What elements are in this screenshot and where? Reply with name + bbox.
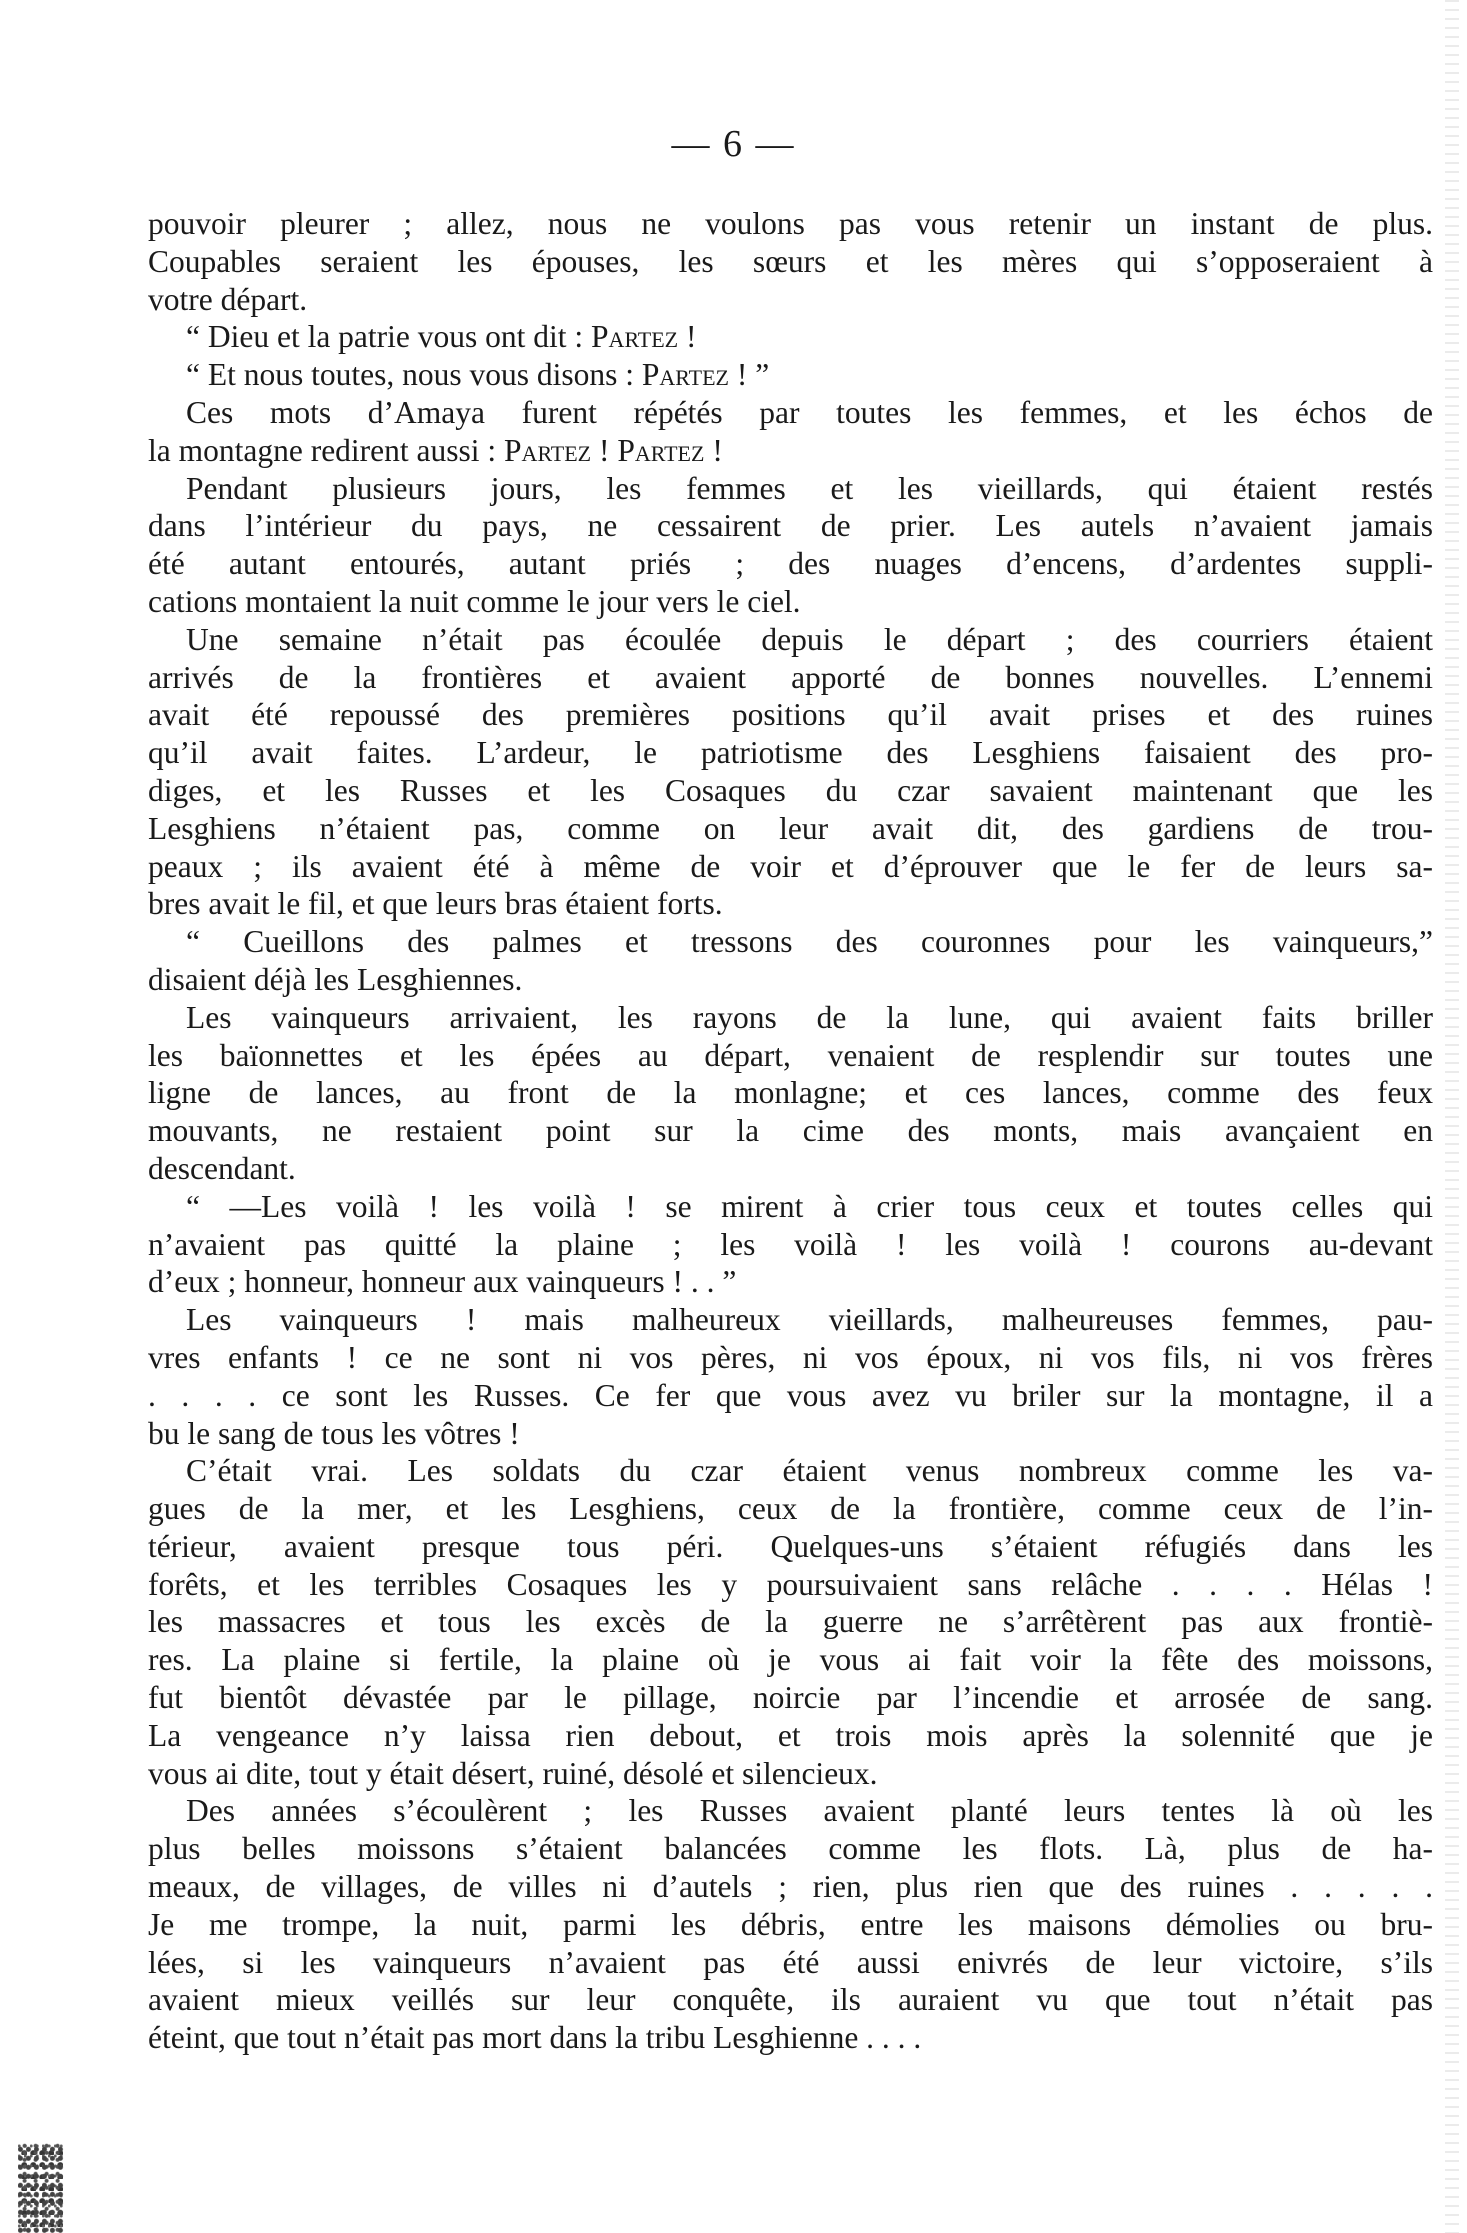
text-line: bu le sang de tous les vôtres ! xyxy=(148,1415,520,1451)
text-line: vres enfants ! ce ne sont ni vos pères, ni vos époux, ni vos fils, ni vos frères xyxy=(148,1339,1433,1375)
text-line: Je me trompe, la nuit, parmi les débris, entre les maisons démolies ou bru- xyxy=(148,1906,1433,1942)
text-line: ligne de lances, au front de la monlagne; et ces lances, comme des feux xyxy=(148,1075,1433,1111)
text-line: “ Et nous toutes, nous vous disons : Partez ! ” xyxy=(186,357,770,393)
text-line: Coupables seraient les épouses, les sœurs et les mères qui s’opposeraient à xyxy=(148,243,1433,279)
text-line: Des années s’écoulèrent ; les Russes avaient planté leurs tentes là où les xyxy=(186,1793,1433,1829)
text-line: Les vainqueurs ! mais malheureux vieillards, malheureuses femmes, pau- xyxy=(186,1302,1433,1338)
text-line: cations montaient la nuit comme le jour vers le ciel. xyxy=(148,583,801,619)
text-line: plus belles moissons s’étaient balancées comme les flots. Là, plus de ha- xyxy=(148,1831,1433,1867)
text-line: diges, et les Russes et les Cosaques du czar savaient maintenant que les xyxy=(148,772,1433,808)
page-edge-shadow xyxy=(1445,0,1459,2233)
text-line: les massacres et tous les excès de la guerre ne s’arrêtèrent pas aux frontiè- xyxy=(148,1604,1433,1640)
text-line: la montagne redirent aussi : Partez ! Partez ! xyxy=(148,432,723,468)
text-line: éteint, que tout n’était pas mort dans la tribu Lesghienne . . . . xyxy=(148,2020,922,2056)
small-caps-word: Partez xyxy=(591,319,679,355)
text-line: res. La plaine si fertile, la plaine où je vous ai fait voir la fête des moissons, xyxy=(148,1642,1433,1678)
text-line: n’avaient pas quitté la plaine ; les voilà ! les voilà ! courons au-devant xyxy=(148,1226,1433,1262)
text-line: forêts, et les terribles Cosaques les y poursuivaient sans relâche . . . . Hélas ! xyxy=(148,1566,1433,1602)
text-line: arrivés de la frontières et avaient apporté de bonnes nouvelles. L’ennemi xyxy=(148,659,1433,695)
text-line: mouvants, ne restaient point sur la cime des monts, mais avançaient en xyxy=(148,1113,1433,1149)
print-speckle-mark xyxy=(18,2143,66,2233)
body-text xyxy=(148,205,1433,2057)
text-line: térieur, avaient presque tous péri. Quelques-uns s’étaient réfugiés dans les xyxy=(148,1528,1433,1564)
text-line: “ —Les voilà ! les voilà ! se mirent à crier tous ceux et toutes celles qui xyxy=(186,1188,1433,1224)
text-line: Pendant plusieurs jours, les femmes et les vieillards, qui étaient restés xyxy=(186,470,1433,506)
text-line: “ Cueillons des palmes et tressons des couronnes pour les vainqueurs,” xyxy=(186,924,1433,960)
text-line: “ Dieu et la patrie vous ont dit : Partez ! xyxy=(186,319,697,355)
text-line: Ces mots d’Amaya furent répétés par toutes les femmes, et les échos de xyxy=(186,394,1433,430)
small-caps-word: Partez xyxy=(641,357,729,393)
text-line: dans l’intérieur du pays, ne cessairent de prier. Les autels n’avaient jamais xyxy=(148,508,1433,544)
text-line: La vengeance n’y laissa rien debout, et trois mois après la solennité que je xyxy=(148,1717,1433,1753)
text-line: descendant. xyxy=(148,1150,296,1186)
text-line: gues de la mer, et les Lesghiens, ceux de la frontière, comme ceux de l’in- xyxy=(148,1491,1433,1527)
text-line: vous ai dite, tout y était désert, ruiné, désolé et silencieux. xyxy=(148,1755,878,1791)
text-line: bres avait le fil, et que leurs bras étaient forts. xyxy=(148,886,723,922)
page-number: — 6 — xyxy=(671,123,796,165)
text-line: disaient déjà les Lesghiennes. xyxy=(148,961,523,997)
text-line: . . . . ce sont les Russes. Ce fer que vous avez vu briler sur la montagne, il a xyxy=(148,1377,1433,1413)
text-line: fut bientôt dévastée par le pillage, noircie par l’incendie et arrosée de sang. xyxy=(148,1680,1433,1716)
text-line: qu’il avait faites. L’ardeur, le patriotisme des Lesghiens faisaient des pro- xyxy=(148,735,1433,771)
text-line: peaux ; ils avaient été à même de voir et d’éprouver que le fer de leurs sa- xyxy=(148,848,1433,884)
text-line: meaux, de villages, de villes ni d’autels ; rien, plus rien que des ruines . . . . . xyxy=(148,1869,1433,1905)
text-line: Lesghiens n’étaient pas, comme on leur avait dit, des gardiens de trou- xyxy=(148,810,1433,846)
text-line: C’était vrai. Les soldats du czar étaient venus nombreux comme les va- xyxy=(186,1453,1433,1489)
small-caps-word: Partez xyxy=(504,432,592,468)
text-line: votre départ. xyxy=(148,281,308,317)
text-line: d’eux ; honneur, honneur aux vainqueurs ! . . ” xyxy=(148,1264,737,1300)
text-line: Les vainqueurs arrivaient, les rayons de la lune, qui avaient faits briller xyxy=(186,999,1433,1035)
text-line: les baïonnettes et les épées au départ, venaient de resplendir sur toutes une xyxy=(148,1037,1433,1073)
text-line: avait été repoussé des premières positions qu’il avait prises et des ruines xyxy=(148,697,1433,733)
text-line: Une semaine n’était pas écoulée depuis le départ ; des courriers étaient xyxy=(186,621,1433,657)
small-caps-word: Partez xyxy=(617,432,705,468)
text-line: lées, si les vainqueurs n’avaient pas été aussi enivrés de leur victoire, s’ils xyxy=(148,1944,1433,1980)
text-line: été autant entourés, autant priés ; des nuages d’encens, d’ardentes suppli- xyxy=(148,546,1433,582)
text-line: avaient mieux veillés sur leur conquête, ils auraient vu que tout n’était pas xyxy=(148,1982,1433,2018)
text-line: pouvoir pleurer ; allez, nous ne voulons pas vous retenir un instant de plus. xyxy=(148,206,1433,241)
